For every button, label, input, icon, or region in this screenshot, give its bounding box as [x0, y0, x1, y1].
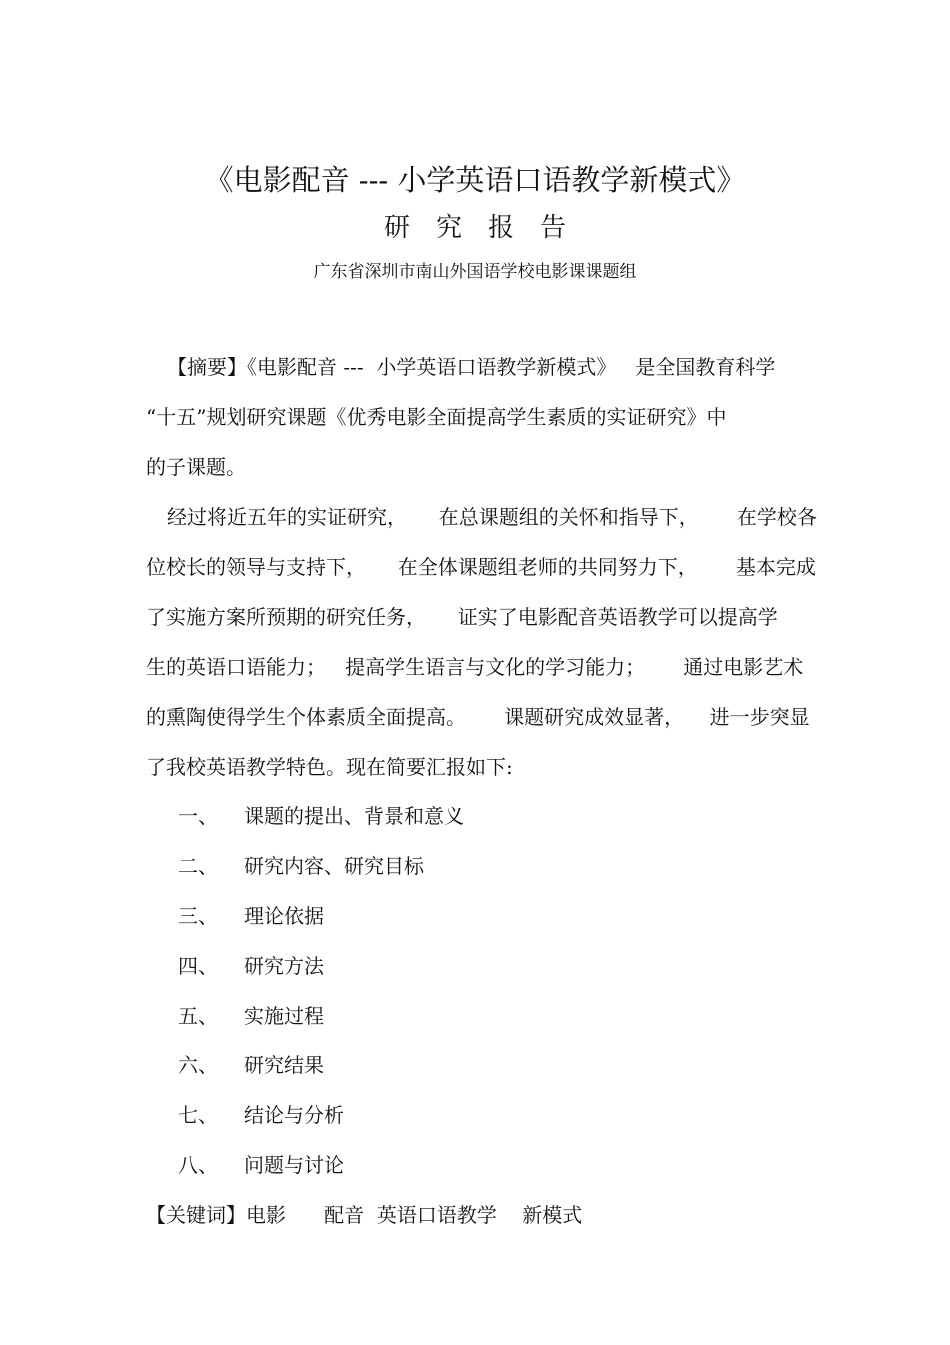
- body-line: 了实施方案所预期的研究任务， 证实了电影配音英语教学可以提高学: [146, 605, 778, 629]
- outline-item-number: 五、: [178, 1004, 218, 1028]
- outline-item-number: 二、: [178, 854, 218, 878]
- body-line: 的熏陶使得学生个体素质全面提高。 课题研究成效显著， 进一步突显: [146, 705, 810, 729]
- outline-item-number: 四、: [178, 954, 218, 978]
- outline-item-number: 八、: [178, 1153, 218, 1177]
- abstract-line: “十五”规划研究课题《优秀电影全面提高学生素质的实证研究》中: [146, 405, 727, 429]
- body-line: 生的英语口语能力； 提高学生语言与文化的学习能力； 通过电影艺术: [146, 655, 804, 679]
- outline-item-text: 问题与讨论: [244, 1153, 344, 1177]
- outline-item-text: 课题的提出、背景和意义: [244, 804, 464, 828]
- body-line: 了我校英语教学特色。现在简要汇报如下:: [146, 755, 513, 779]
- body-line: 位校长的领导与支持下， 在全体课题组老师的共同努力下， 基本完成: [146, 555, 816, 579]
- outline-item-number: 六、: [178, 1053, 218, 1077]
- report-subtitle: 研究报告: [383, 213, 592, 243]
- abstract-line: 【摘要】《电影配音 --- 小学英语口语教学新模式》 是全国教育科学: [167, 355, 776, 379]
- outline-item-text: 理论依据: [244, 904, 324, 928]
- outline-item-number: 一、: [178, 804, 218, 828]
- outline-item-number: 七、: [178, 1103, 218, 1127]
- report-title: 《电影配音 --- 小学英语口语教学新模式》: [204, 163, 746, 197]
- outline-item-text: 研究内容、研究目标: [244, 854, 424, 878]
- outline-item-number: 三、: [178, 904, 218, 928]
- abstract-line: 的子课题。: [146, 455, 246, 479]
- body-line: 经过将近五年的实证研究， 在总课题组的关怀和指导下， 在学校各: [167, 505, 817, 529]
- outline-item-text: 结论与分析: [244, 1103, 344, 1127]
- keywords-line: 【关键词】电影 配音 英语口语教学 新模式: [146, 1203, 583, 1227]
- outline-item-text: 实施过程: [244, 1004, 324, 1028]
- outline-item-text: 研究方法: [244, 954, 324, 978]
- outline-item-text: 研究结果: [244, 1053, 324, 1077]
- organization-line: 广东省深圳市南山外国语学校电影课课题组: [313, 262, 637, 282]
